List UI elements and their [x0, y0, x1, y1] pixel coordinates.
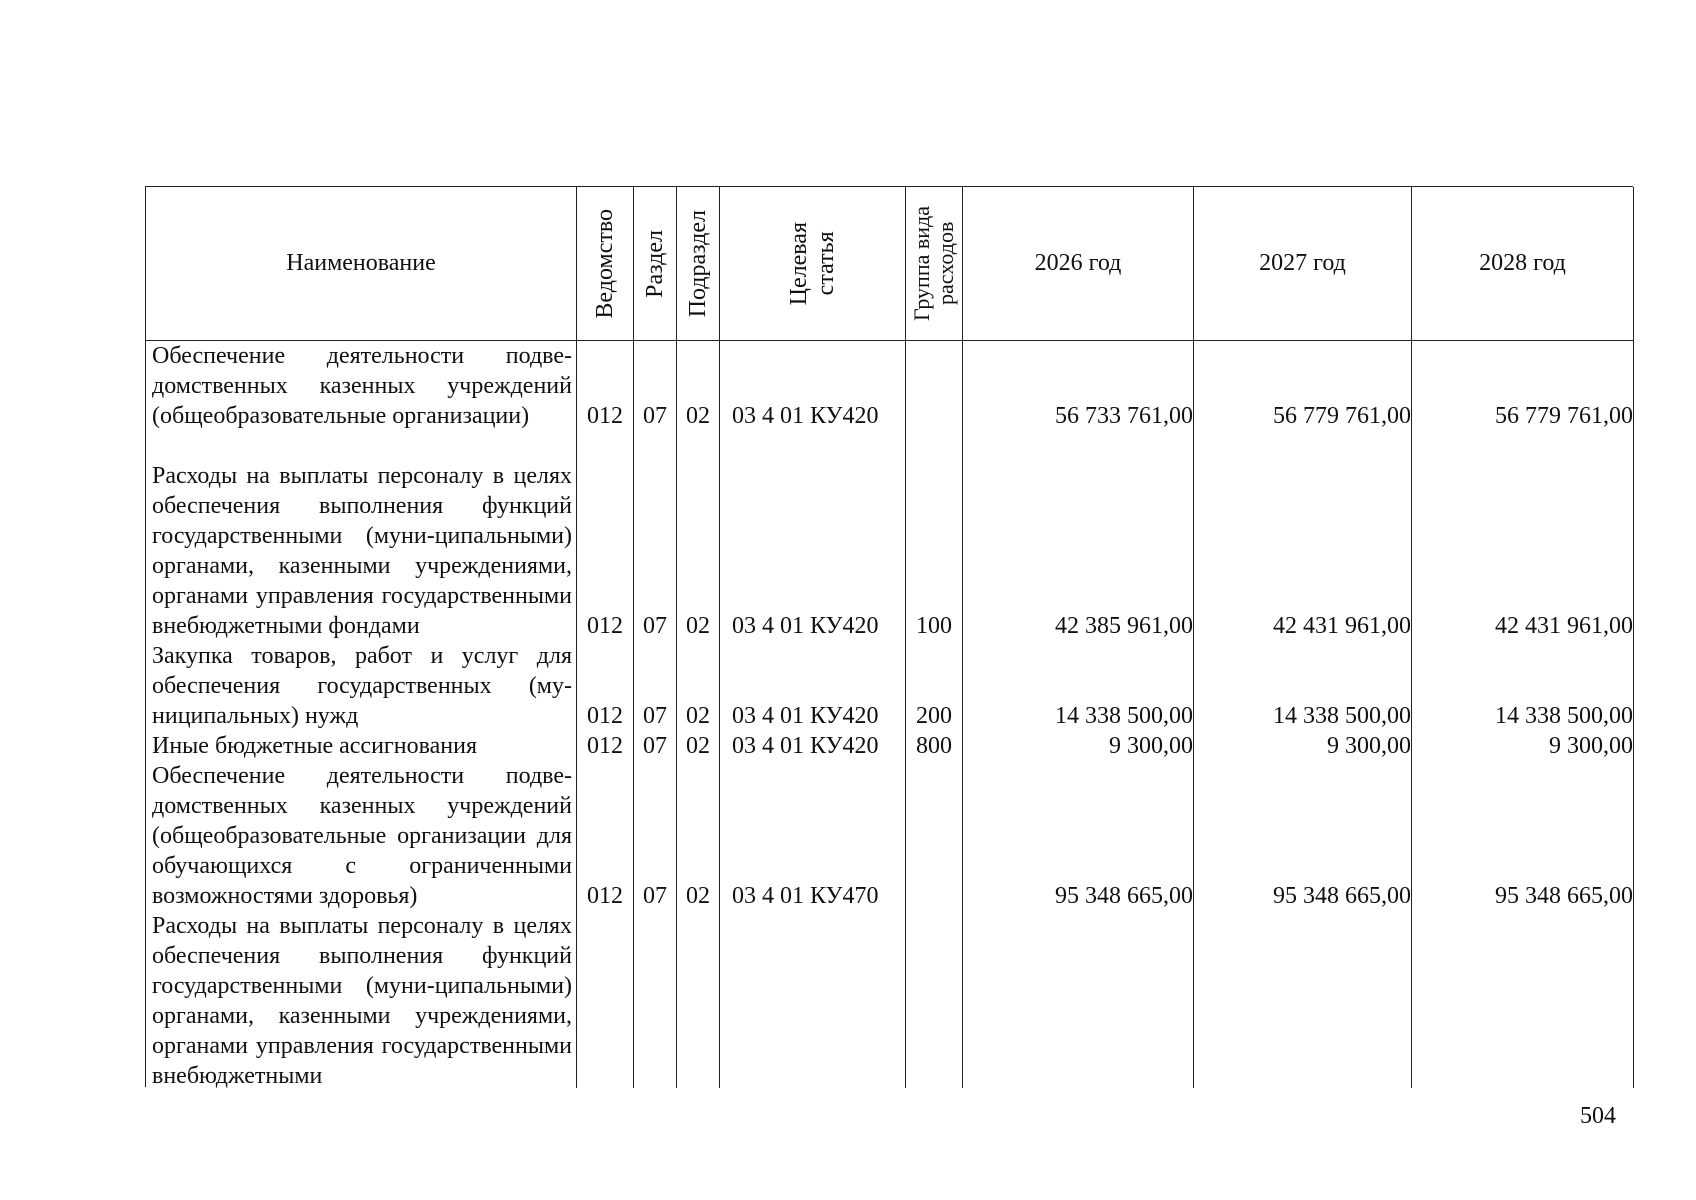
cell-2027: 14 338 500,00 — [1273, 703, 1411, 729]
cell-gruppa — [906, 341, 962, 431]
header-razdel-label: Раздел — [641, 229, 668, 298]
column-ved — [577, 341, 634, 1088]
cell-podrazdel: 02 — [686, 883, 710, 909]
cell-2028: 95 348 665,00 — [1495, 883, 1633, 909]
cell-celevaya: 03 4 01 КУ470 — [732, 883, 879, 909]
cell-podrazdel: 02 — [686, 733, 710, 759]
table-row-name: Обеспечение деятельности подве-домственных казенных учреждений (общеобразовательные организации для обучающихся с ограниченными возможностями здоровья) — [152, 763, 572, 909]
cell-gruppa: 800 — [916, 733, 952, 759]
cell-celevaya: 03 4 01 КУ420 — [732, 613, 879, 639]
cell-razdel: 07 — [643, 733, 667, 759]
header-2027 — [1194, 187, 1412, 341]
cell-2027: 42 431 961,00 — [1273, 613, 1411, 639]
header-razdel — [634, 187, 677, 341]
header-ved-label: Ведомство — [591, 208, 618, 319]
cell-podrazdel: 02 — [686, 703, 710, 729]
cell-razdel: 07 — [643, 703, 667, 729]
page-number: 504 — [1580, 1103, 1616, 1129]
column-celevaya — [720, 341, 906, 1088]
cell-2026: 42 385 961,00 — [1055, 613, 1193, 639]
header-name — [146, 187, 577, 341]
cell-2026: 95 348 665,00 — [1055, 883, 1193, 909]
table-row-name: Иные бюджетные ассигнования — [152, 733, 477, 759]
cell-celevaya: 03 4 01 КУ420 — [732, 703, 879, 729]
header-2028-label: 2028 год — [1479, 250, 1566, 276]
header-celevaya-label: Целевая статья — [785, 221, 839, 306]
cell-2027: 56 779 761,00 — [1273, 403, 1411, 429]
column-name — [146, 341, 577, 1088]
cell-2026: 14 338 500,00 — [1055, 703, 1193, 729]
cell-2028: 9 300,00 — [1549, 733, 1633, 759]
table-row-name: Обеспечение деятельности подве-домственных казенных учреждений (общеобразовательные организации) — [152, 343, 572, 429]
budget-table — [145, 186, 1633, 1087]
column-2026 — [963, 341, 1194, 1088]
cell-celevaya: 03 4 01 КУ420 — [732, 733, 879, 759]
table-row-name: Закупка товаров, работ и услуг для обеспечения государственных (му-ниципальных) нужд — [152, 643, 572, 729]
table-row-name: Расходы на выплаты персоналу в целях обеспечения выполнения функций государственными (муни-ципальными) органами, казенными учреждениями, органами управления государственными внебюджетными — [152, 913, 572, 1088]
header-2026 — [963, 187, 1194, 341]
cell-podrazdel: 02 — [686, 403, 710, 429]
table-row-name: Расходы на выплаты персоналу в целях обеспечения выполнения функций государственными (муни-ципальными) органами, казенными учреждениями, органами управления государственными внебюджетными фондами — [152, 463, 572, 639]
cell-2027: 95 348 665,00 — [1273, 883, 1411, 909]
cell-razdel: 07 — [643, 403, 667, 429]
header-podrazdel — [677, 187, 720, 341]
header-ved — [577, 187, 634, 341]
header-celevaya — [720, 187, 906, 341]
header-2026-label: 2026 год — [1034, 250, 1122, 276]
cell-celevaya: 03 4 01 КУ420 — [732, 403, 879, 429]
header-name-label: Наименование — [286, 250, 436, 276]
cell-2026: 9 300,00 — [1109, 733, 1193, 759]
header-gruppa-label: Группа вида расходов — [909, 206, 958, 321]
column-podrazdel — [677, 341, 720, 1088]
cell-2027: 9 300,00 — [1327, 733, 1411, 759]
column-2028 — [1412, 341, 1634, 1088]
header-gruppa — [906, 187, 963, 341]
cell-ved: 012 — [587, 733, 623, 759]
cell-gruppa: 200 — [916, 703, 952, 729]
cell-razdel: 07 — [643, 883, 667, 909]
cell-ved: 012 — [587, 883, 623, 909]
column-razdel — [634, 341, 677, 1088]
cell-ved: 012 — [587, 613, 623, 639]
cell-gruppa — [906, 761, 962, 911]
cell-podrazdel: 02 — [686, 613, 710, 639]
cell-2026: 56 733 761,00 — [1055, 403, 1193, 429]
header-2027-label: 2027 год — [1259, 250, 1346, 276]
cell-2028: 14 338 500,00 — [1495, 703, 1633, 729]
cell-razdel: 07 — [643, 613, 667, 639]
cell-ved: 012 — [587, 403, 623, 429]
cell-ved: 012 — [587, 703, 623, 729]
header-podrazdel-label: Подраздел — [684, 209, 711, 318]
column-gruppa — [906, 341, 963, 1088]
cell-2028: 42 431 961,00 — [1495, 613, 1633, 639]
column-2027 — [1194, 341, 1412, 1088]
cell-2028: 56 779 761,00 — [1495, 403, 1633, 429]
cell-gruppa: 100 — [916, 613, 952, 639]
header-2028 — [1412, 187, 1634, 341]
